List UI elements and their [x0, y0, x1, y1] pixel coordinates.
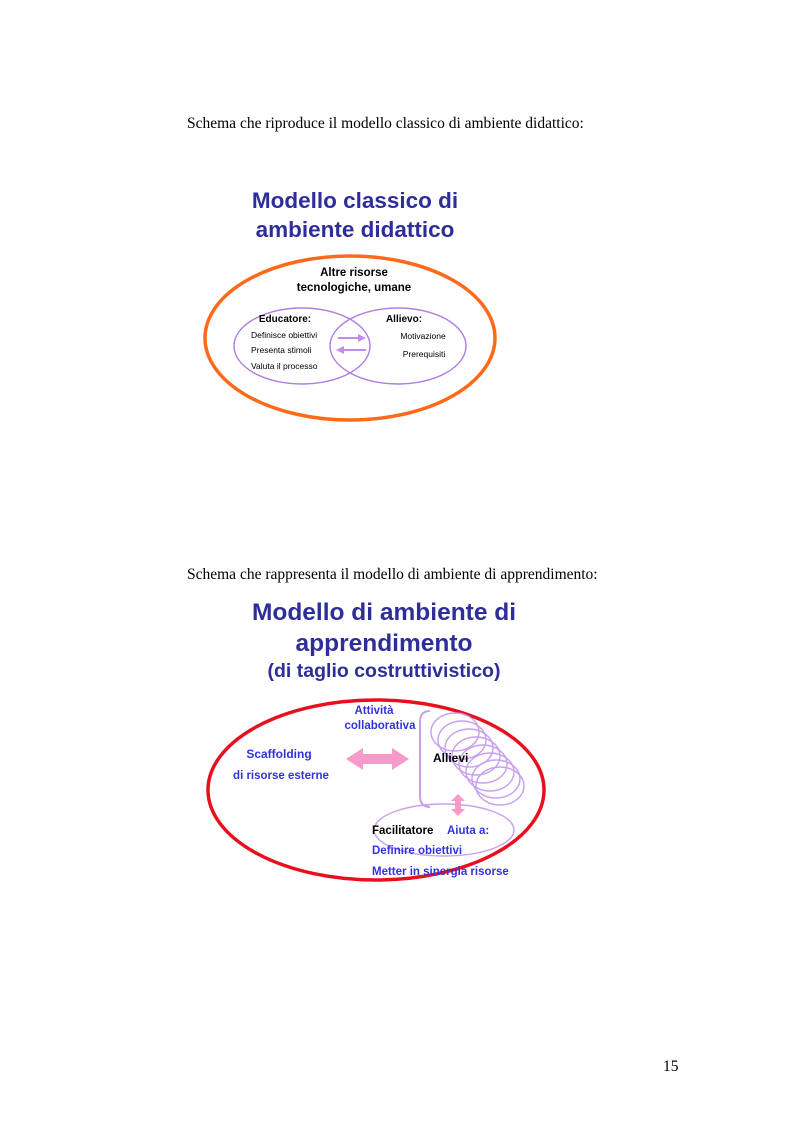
- facilitator-label: Facilitatore: [372, 825, 434, 837]
- double-arrow-icon: [346, 748, 409, 770]
- classic-title-line1: Modello classico di: [251, 188, 459, 213]
- learning-title-line2: apprendimento: [295, 630, 473, 657]
- outer-resources-line1: Altre risorse: [320, 267, 388, 279]
- allievo-item: Motivazione: [400, 331, 446, 341]
- collaborative-activity-line2: collaborativa: [344, 720, 416, 732]
- allievo-item: Prerequisiti: [402, 349, 446, 359]
- educatore-item: Definisce obiettivi: [251, 330, 318, 340]
- allievo-heading: Allievo:: [385, 314, 423, 325]
- educatore-item: Presenta stimoli: [251, 345, 312, 355]
- learners-label: Allievi: [433, 751, 469, 765]
- page-number: 15: [663, 1058, 679, 1075]
- facilitator-item: Definire obiettivi: [372, 845, 463, 857]
- learning-title-line3: (di taglio costruttivistico): [267, 660, 501, 682]
- scaffolding-line1: Scaffolding: [246, 747, 312, 761]
- learners-bracket-icon: [420, 711, 430, 807]
- collaborative-activity-line1: Attività: [354, 705, 394, 717]
- helps-label: Aiuta a:: [447, 825, 490, 837]
- caption-classic-model: Schema che riproduce il modello classico di ambiente didattico:: [187, 115, 584, 132]
- educatore-item: Valuta il processo: [251, 361, 318, 371]
- caption-learning-model: Schema che rappresenta il modello di ambiente di apprendimento:: [187, 566, 598, 583]
- learning-title-line1: Modello di ambiente di: [251, 599, 517, 626]
- outer-resources-line2: tecnologiche, umane: [296, 282, 412, 294]
- educatore-heading: Educatore:: [258, 314, 312, 325]
- classic-title-line2: ambiente didattico: [255, 217, 455, 242]
- scaffolding-line2: di risorse esterne: [233, 770, 329, 782]
- facilitator-item: Metter in sinergia risorse: [372, 866, 509, 878]
